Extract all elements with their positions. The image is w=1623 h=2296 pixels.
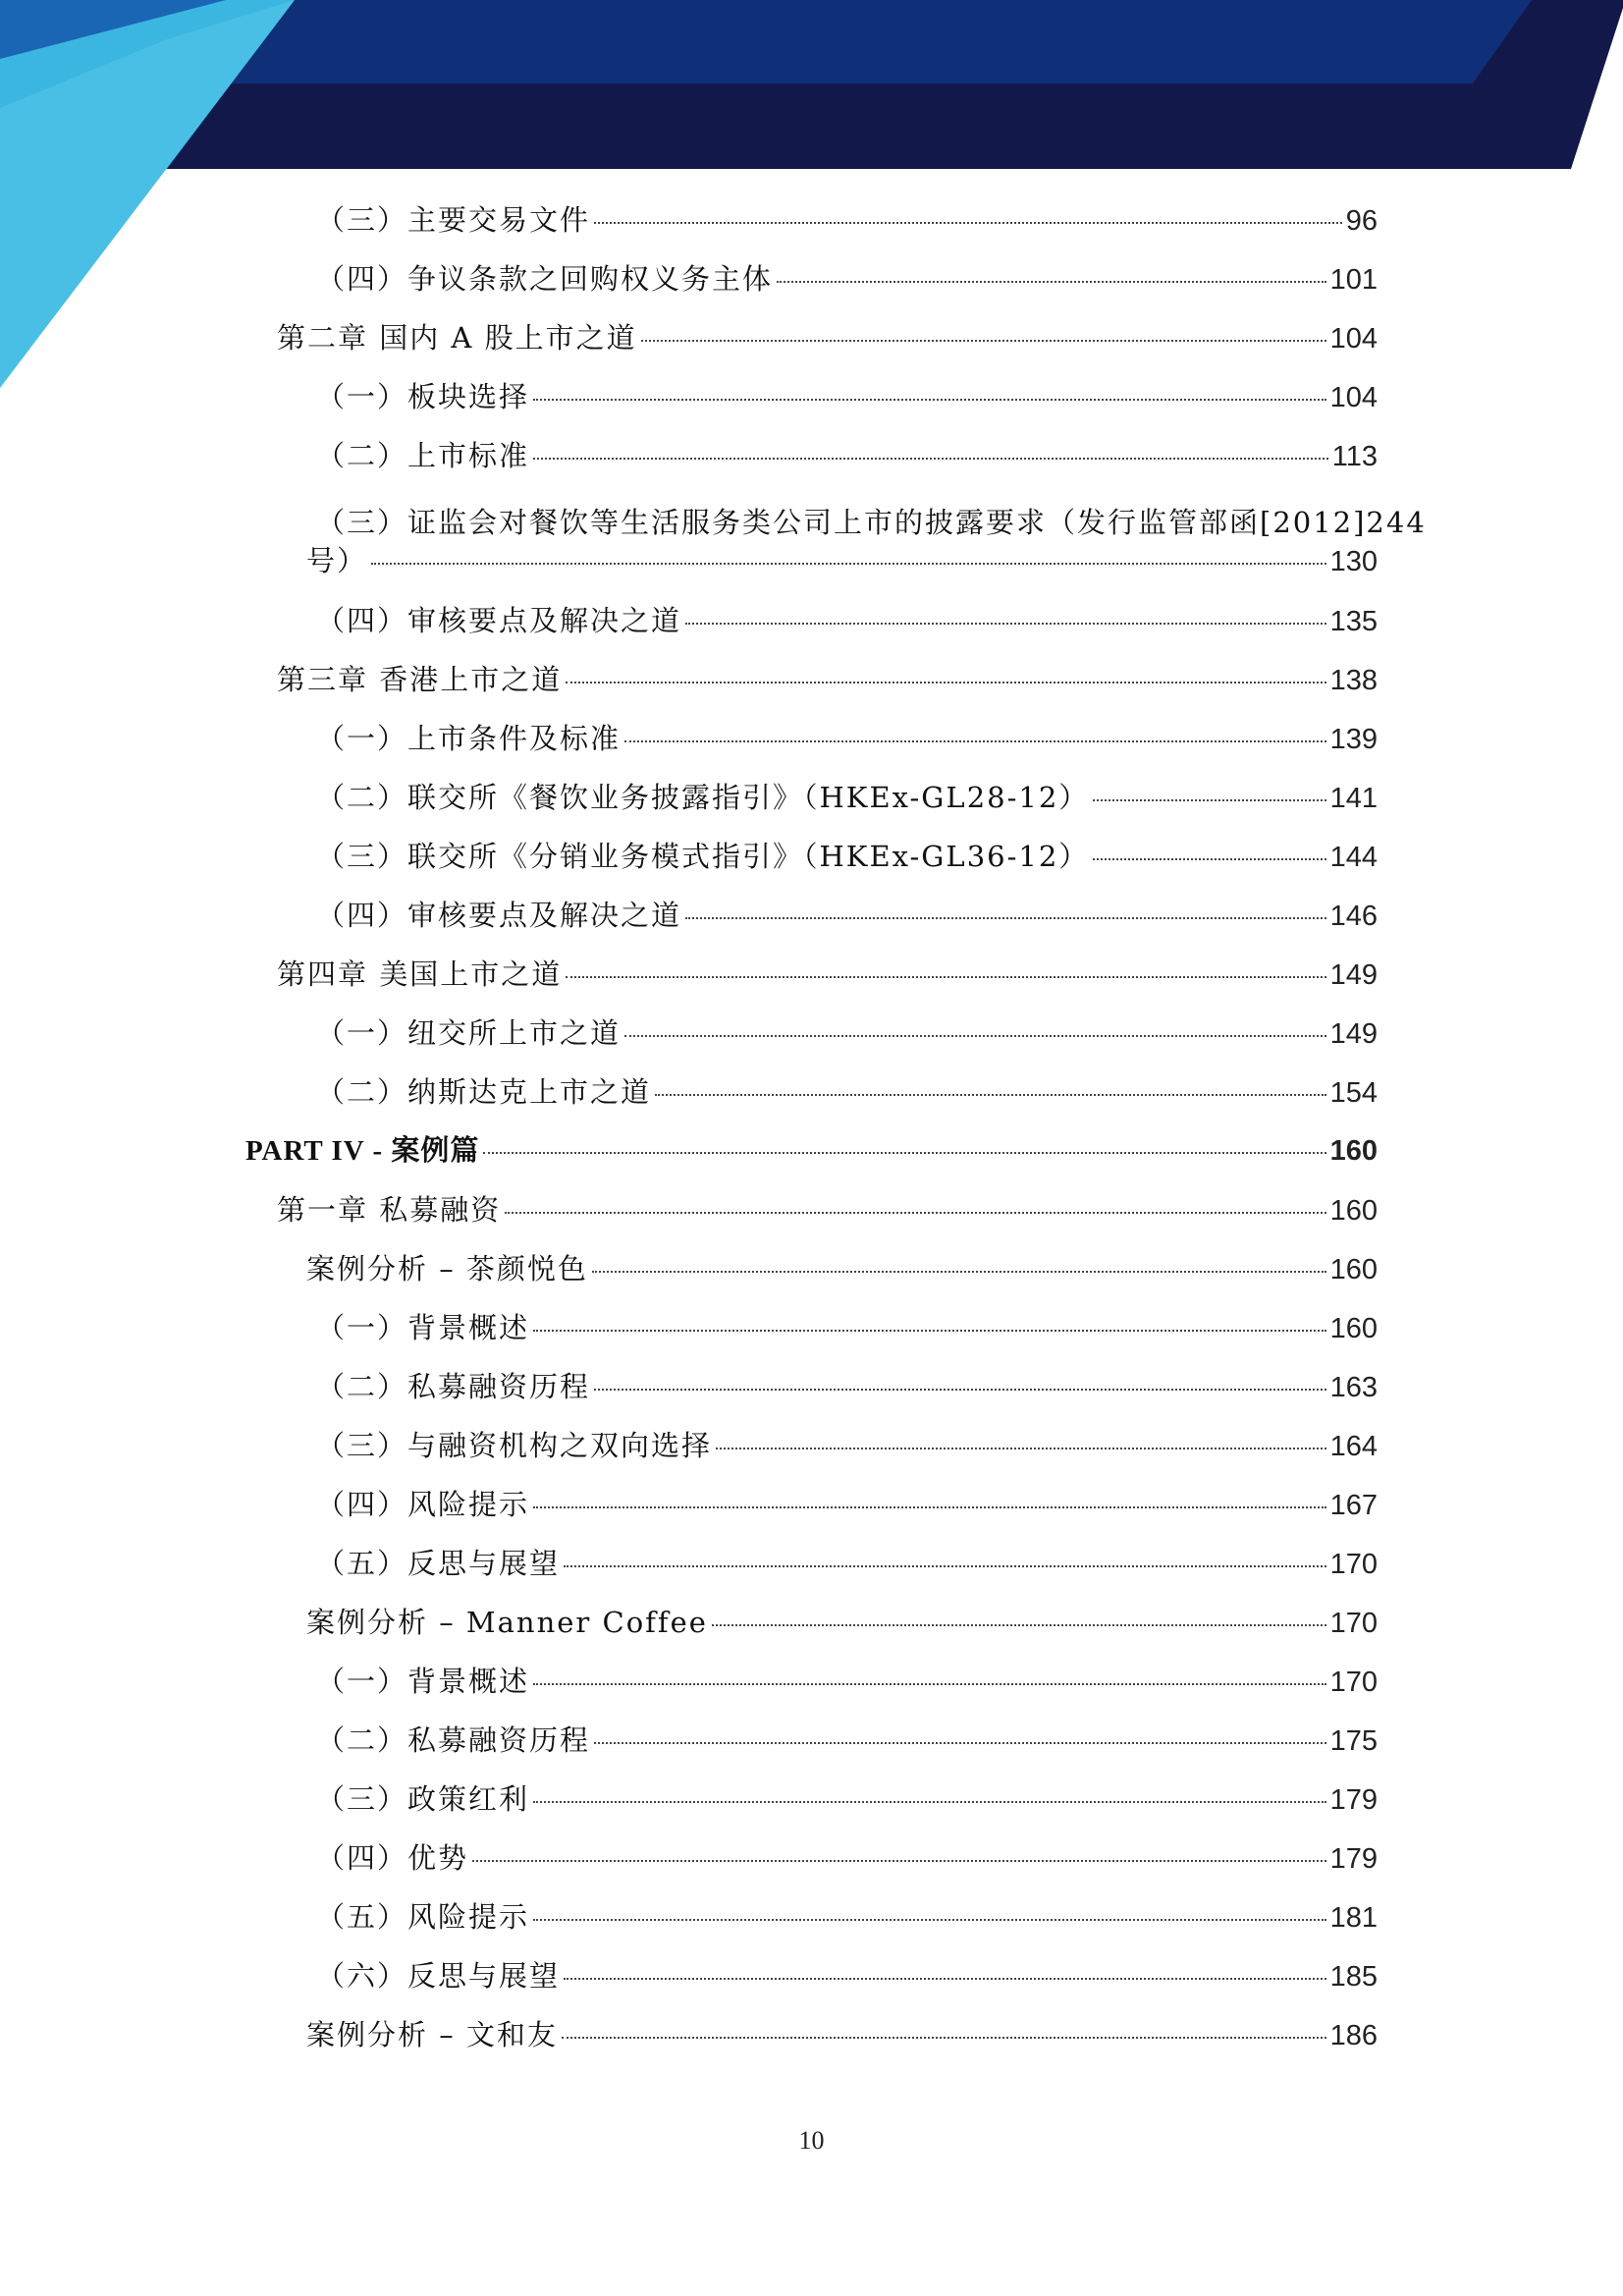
toc-entry-page: 181 <box>1329 1902 1378 1934</box>
toc-entry-page: 160 <box>1329 1254 1378 1285</box>
toc-entry-title: （三）主要交易文件 <box>316 203 591 237</box>
toc-entry-page: 146 <box>1329 901 1378 932</box>
toc-entry-page: 130 <box>1329 546 1378 577</box>
toc-entry[interactable] <box>316 1363 1378 1410</box>
toc-entry-page: 170 <box>1329 1667 1378 1698</box>
dot-leader <box>594 222 1342 224</box>
dot-leader <box>562 2037 1326 2039</box>
dot-leader <box>1093 858 1325 860</box>
toc-entry[interactable] <box>316 196 1378 244</box>
toc-entry-title: （四）风险提示 <box>316 1488 530 1521</box>
toc-entry-page: 113 <box>1331 441 1378 472</box>
toc-entry[interactable] <box>245 1127 1378 1175</box>
toc-entry-page: 104 <box>1329 382 1378 413</box>
dot-leader <box>533 1330 1326 1332</box>
dot-leader <box>533 1801 1326 1803</box>
toc-entry-title: （一）上市条件及标准 <box>316 722 622 755</box>
page-number: 10 <box>798 2126 825 2155</box>
toc-entry[interactable] <box>316 1776 1378 1823</box>
toc-entry[interactable] <box>316 1068 1378 1116</box>
toc-entry-title-line1: （三）证监会对餐饮等生活服务类公司上市的披露要求（发行监管部函[2012]244 <box>316 506 1427 539</box>
dot-leader <box>533 458 1328 460</box>
toc-entry[interactable] <box>306 537 1378 584</box>
dot-leader <box>712 1624 1326 1626</box>
toc-entry[interactable] <box>277 1186 1378 1233</box>
dot-leader <box>685 917 1326 919</box>
toc-entry-page: 179 <box>1329 1843 1378 1875</box>
toc-entry[interactable] <box>316 255 1378 302</box>
toc-entry-page: 185 <box>1329 1961 1378 1993</box>
toc-entry-title: 案例分析 – Manner Coffee <box>306 1606 708 1639</box>
toc-entry[interactable] <box>316 833 1378 880</box>
toc-entry-page: 144 <box>1329 842 1378 873</box>
dot-leader <box>594 1389 1326 1391</box>
toc-entry[interactable] <box>316 1658 1378 1705</box>
dot-leader <box>777 281 1326 283</box>
toc-entry-title: （四）优势 <box>316 1841 469 1875</box>
toc-entry[interactable] <box>316 892 1378 939</box>
dot-leader <box>624 740 1326 742</box>
dot-leader <box>533 399 1326 401</box>
dot-leader <box>533 1919 1326 1921</box>
toc-entry-page: 179 <box>1329 1784 1378 1816</box>
toc-entry-page: 141 <box>1329 783 1378 814</box>
toc-entry-page: 164 <box>1329 1431 1378 1462</box>
toc-entry-page: 154 <box>1329 1077 1378 1109</box>
toc-entry-page: 138 <box>1329 665 1378 696</box>
toc-entry-page: 139 <box>1329 724 1378 755</box>
dot-leader <box>564 1978 1326 1980</box>
toc-entry-page: 101 <box>1329 264 1378 296</box>
dot-leader <box>624 1035 1326 1037</box>
toc-entry-title: （三）与融资机构之双向选择 <box>316 1429 713 1462</box>
toc-entry[interactable] <box>316 373 1378 420</box>
toc-entry-title: （二）私募融资历程 <box>316 1370 591 1403</box>
toc-entry[interactable] <box>316 597 1378 644</box>
dot-leader <box>564 1565 1326 1567</box>
toc-entry-title: PART IV - 案例篇 <box>245 1135 480 1167</box>
toc-entry[interactable] <box>306 1599 1378 1646</box>
toc-entry-title: （二）私募融资历程 <box>316 1723 591 1757</box>
toc-entry-page: 149 <box>1329 959 1378 991</box>
toc-entry-title: （三）联交所《分销业务模式指引》（HKEx-GL36-12） <box>316 840 1090 873</box>
toc-entry-title: （四）争议条款之回购权义务主体 <box>316 262 774 296</box>
toc-entry-title: （一）板块选择 <box>316 380 530 413</box>
toc-entry[interactable] <box>316 432 1378 479</box>
toc-entry[interactable] <box>316 1952 1378 1999</box>
toc-entry[interactable] <box>306 2011 1378 2058</box>
toc-entry-page: 186 <box>1329 2020 1378 2051</box>
dot-leader <box>1093 799 1325 801</box>
toc-entry[interactable] <box>316 1834 1378 1882</box>
toc-entry-title: （二）联交所《餐饮业务披露指引》（HKEx-GL28-12） <box>316 781 1090 814</box>
dot-leader <box>371 563 1326 565</box>
dot-leader <box>483 1152 1325 1154</box>
toc-entry-page: 104 <box>1329 323 1378 355</box>
dot-leader <box>716 1448 1326 1449</box>
toc-entry-title: （二）上市标准 <box>316 439 530 472</box>
toc-entry-title: （一）背景概述 <box>316 1665 530 1698</box>
toc-entry[interactable] <box>316 1717 1378 1764</box>
toc-entry-page: 160 <box>1329 1195 1378 1227</box>
toc-entry-title: （三）政策红利 <box>316 1782 530 1816</box>
toc-entry-title: 第三章 香港上市之道 <box>277 663 563 696</box>
toc-entry-page: 170 <box>1329 1608 1378 1639</box>
toc-entry-page: 160 <box>1329 1313 1378 1344</box>
toc-entry-title: （一）纽交所上市之道 <box>316 1016 622 1050</box>
dot-leader <box>566 682 1325 683</box>
toc-entry-title: （四）审核要点及解决之道 <box>316 899 682 932</box>
dot-leader <box>592 1271 1326 1273</box>
toc-entry-page: 149 <box>1329 1018 1378 1050</box>
toc-entry-title: （二）纳斯达克上市之道 <box>316 1075 652 1109</box>
dot-leader <box>472 1860 1326 1862</box>
dot-leader <box>641 340 1326 342</box>
toc-entry[interactable] <box>316 1540 1378 1587</box>
toc-entry-page: 163 <box>1329 1372 1378 1403</box>
toc-entry-page: 96 <box>1345 205 1378 237</box>
toc-entry-page: 160 <box>1329 1135 1378 1167</box>
dot-leader <box>655 1094 1326 1096</box>
toc-entry[interactable] <box>277 314 1378 361</box>
toc-entry-page: 167 <box>1329 1490 1378 1521</box>
dot-leader <box>566 976 1325 978</box>
toc-entry-page: 170 <box>1329 1549 1378 1580</box>
dot-leader <box>533 1506 1326 1508</box>
toc-entry-page: 175 <box>1329 1725 1378 1757</box>
toc-entry-title: 案例分析 – 茶颜悦色 <box>306 1252 588 1285</box>
toc-entry[interactable] <box>316 1422 1378 1469</box>
toc-entry-title: （四）审核要点及解决之道 <box>316 604 682 637</box>
dot-leader <box>685 623 1326 625</box>
toc-entry[interactable] <box>316 1481 1378 1528</box>
toc-entry-title: 第二章 国内 A 股上市之道 <box>277 321 637 355</box>
toc-entry-title: （五）风险提示 <box>316 1900 530 1934</box>
toc-entry-page: 135 <box>1329 606 1378 637</box>
toc-entry-title: （一）背景概述 <box>316 1311 530 1344</box>
toc-entry-title: （五）反思与展望 <box>316 1547 561 1580</box>
banner-dark-blue <box>157 0 1532 83</box>
toc-entry[interactable] <box>316 715 1378 762</box>
toc-entry[interactable] <box>316 1010 1378 1057</box>
toc-entry[interactable] <box>306 1245 1378 1292</box>
dot-leader <box>505 1212 1325 1214</box>
toc-entry[interactable] <box>277 656 1378 703</box>
toc-entry-title: 第四章 美国上市之道 <box>277 957 563 991</box>
toc-entry[interactable] <box>277 951 1378 998</box>
toc-entry-title: 案例分析 – 文和友 <box>306 2018 558 2051</box>
toc-entry[interactable] <box>316 1304 1378 1351</box>
dot-leader <box>533 1683 1326 1685</box>
toc-entry-title: 号） <box>306 544 368 577</box>
toc-entry[interactable] <box>316 774 1378 821</box>
toc-entry[interactable] <box>316 1893 1378 1941</box>
dot-leader <box>594 1742 1326 1744</box>
toc-entry-title: 第一章 私募融资 <box>277 1193 502 1227</box>
toc-entry-title: （六）反思与展望 <box>316 1959 561 1993</box>
